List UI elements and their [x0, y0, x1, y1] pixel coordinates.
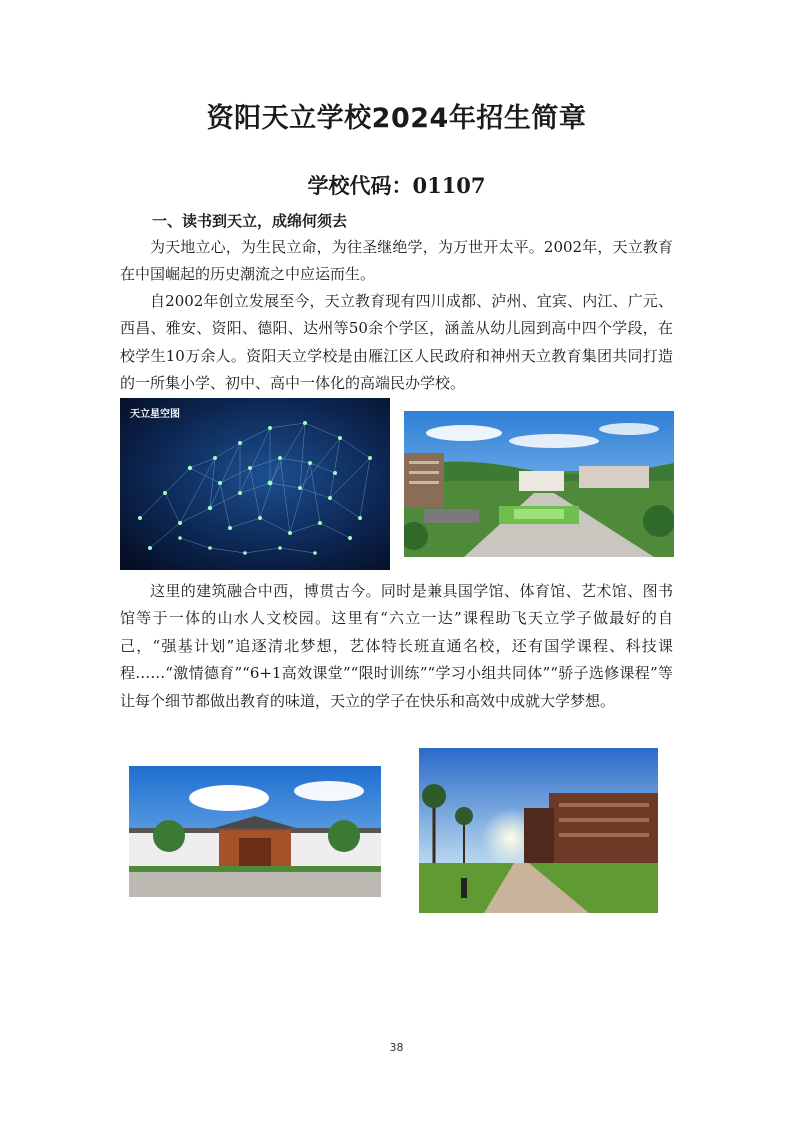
page-number: 38 — [389, 1041, 404, 1054]
sunset-walkway-image — [419, 748, 658, 913]
map-label: 天立星空图 — [130, 409, 180, 420]
traditional-gate-image — [129, 766, 381, 897]
school-code: 学校代码：01107 — [307, 173, 486, 198]
paragraph-3: 这里的建筑融合中西，博贯古今。同时是兼具国学馆、体育馆、艺术馆、图书馆等于一体的山水人文校园。这里有“六立一达”课程助飞天立学子做最好的自己，“强基计划”追逐清北梦想，艺体特长班直通名校，还有国学课程、科技课程……“激情德育”“6+1高效课堂”“限时训练”“学习小组共同体”“骄子选修课程”等让每个细节都做出教育的味道，天立的学子在快乐和高效中成就大学梦想。 — [120, 582, 673, 710]
campus-aerial-image — [404, 411, 674, 557]
paragraph-1: 为天地立心，为生民立命，为往圣继绝学，为万世开太平。2002年，天立教育在中国崛起的历史潮流之中应运而生。 — [120, 238, 673, 284]
campus-star-map-image — [120, 398, 390, 570]
paragraph-2: 自2002年创立发展至今，天立教育现有四川成都、泸州、宜宾、内江、广元、西昌、雅安、资阳、德阳、达州等50余个学区，涵盖从幼儿园到高中四个学段，在校学生10万余人。资阳天立学校是由雁江区人民政府和神州天立教育集团共同打造的一所集小学、初中、高中一体化的高端民办学校。 — [120, 292, 673, 393]
page-title: 资阳天立学校2024年招生简章 — [206, 103, 587, 134]
section-heading: 一、读书到天立，成绵何须去 — [152, 212, 348, 230]
